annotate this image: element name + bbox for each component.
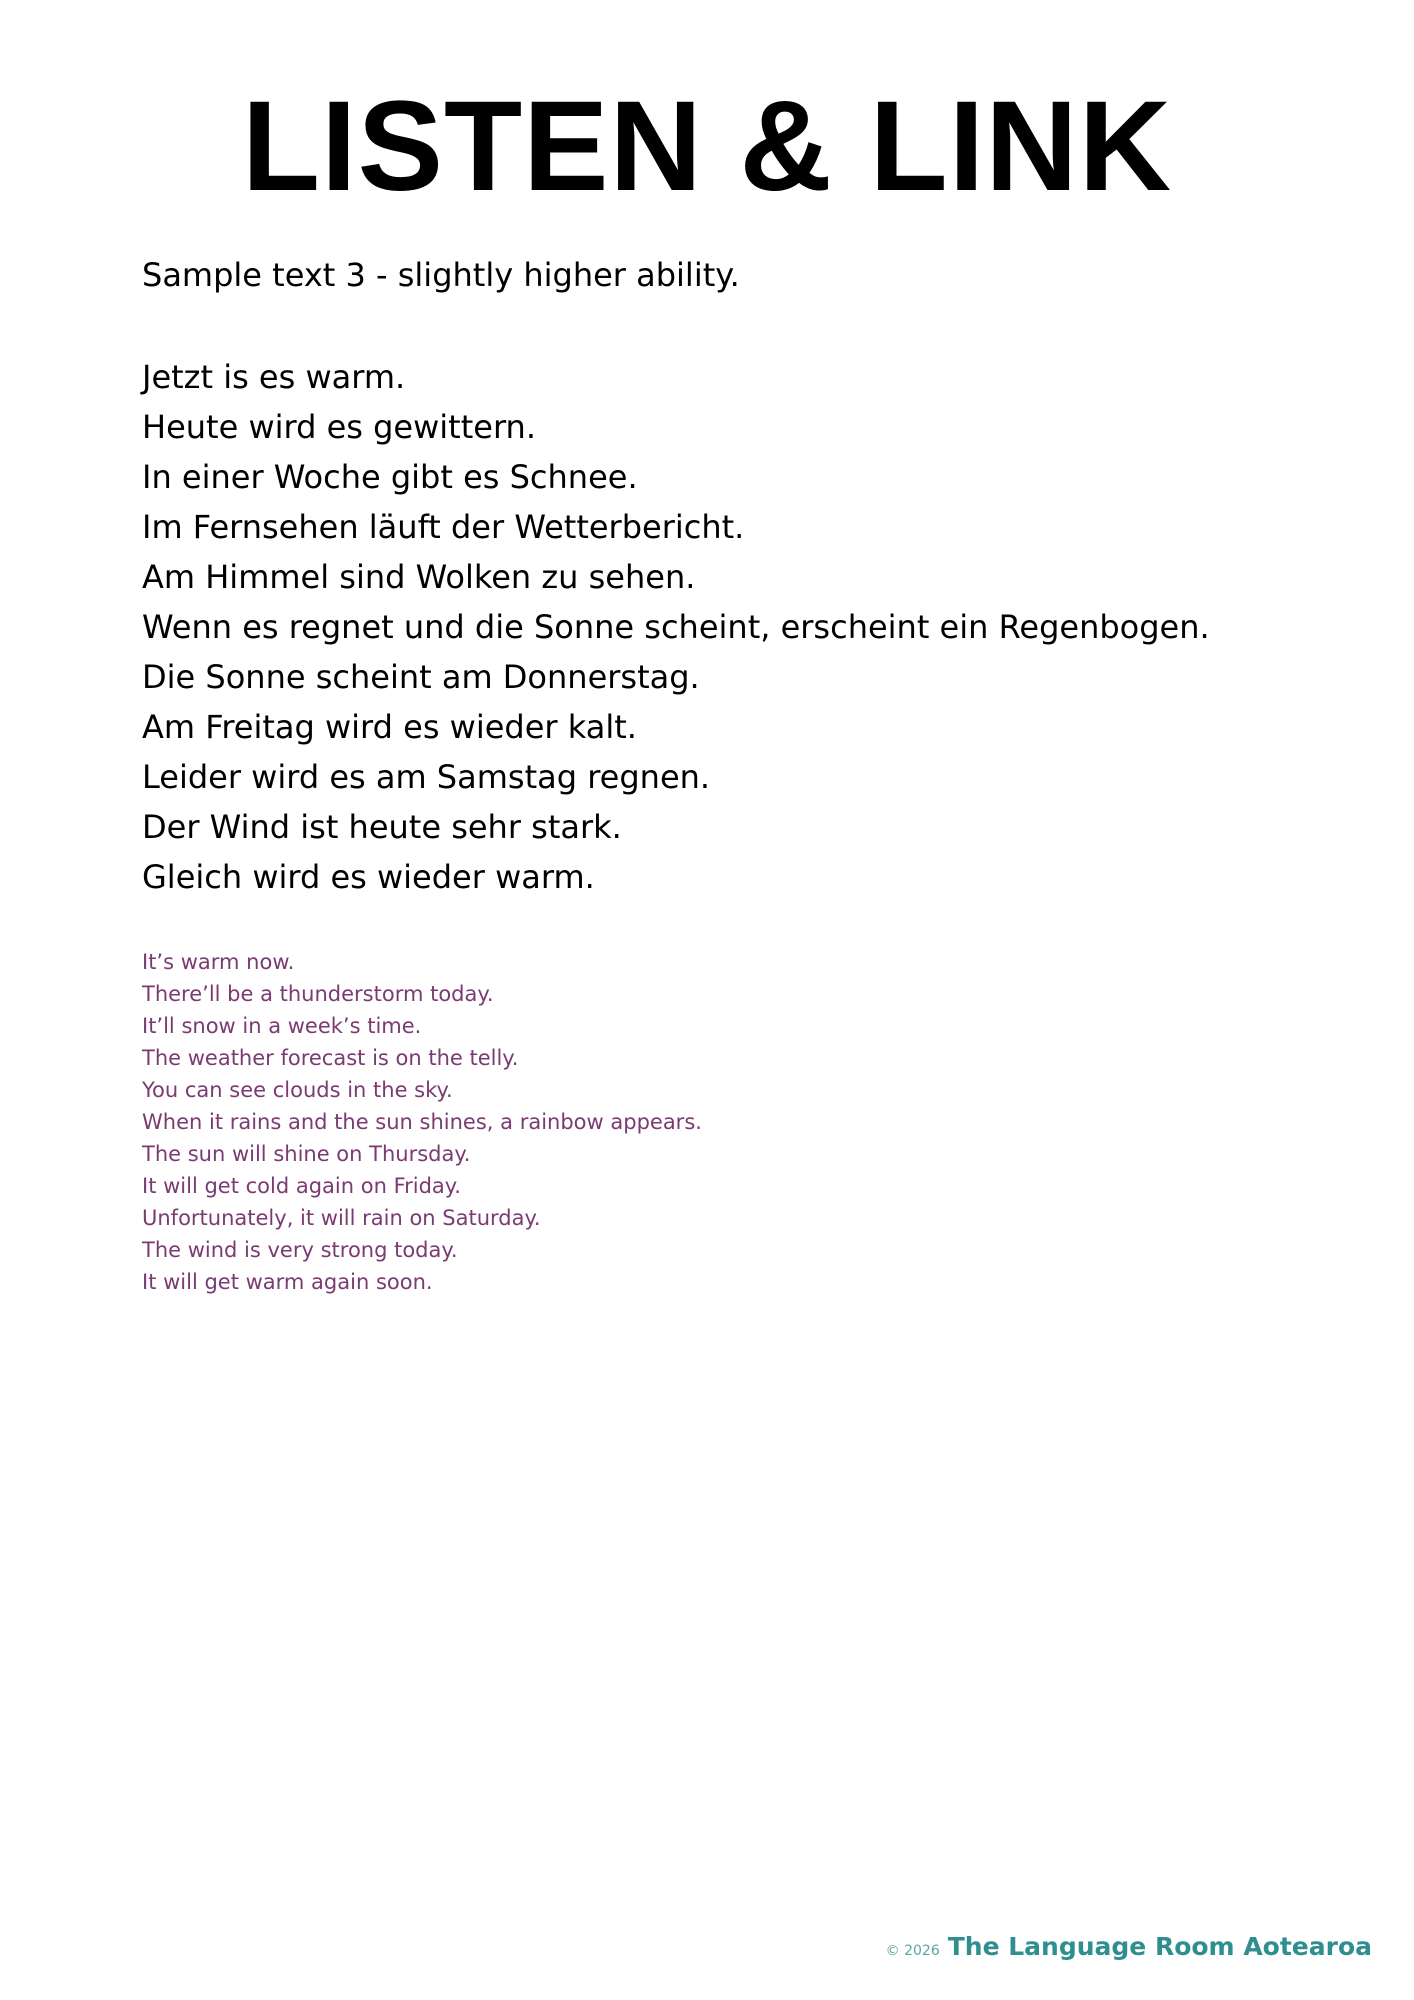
footer xyxy=(886,1932,1372,1961)
english-translation: You can see clouds in the sky. xyxy=(142,1078,453,1102)
german-sentence: Die Sonne scheint am Donnerstag. xyxy=(142,658,700,696)
german-sentence-list xyxy=(142,352,1210,902)
english-translation-list xyxy=(142,946,702,1298)
german-sentence: Am Himmel sind Wolken zu sehen. xyxy=(142,558,696,596)
german-sentence: Leider wird es am Samstag regnen. xyxy=(142,758,711,796)
english-translation: There’ll be a thunderstorm today. xyxy=(142,982,494,1006)
german-sentence: Im Fernsehen läuft der Wetterbericht. xyxy=(142,508,745,546)
brand-name: The Language Room Aotearoa xyxy=(947,1932,1372,1961)
english-translation: It will get cold again on Friday. xyxy=(142,1174,461,1198)
german-sentence: In einer Woche gibt es Schnee. xyxy=(142,458,638,496)
english-translation: The weather forecast is on the telly. xyxy=(142,1046,519,1070)
english-translation: The wind is very strong today. xyxy=(142,1238,458,1262)
english-translation: It’s warm now. xyxy=(142,950,295,974)
intro-text: Sample text 3 - slightly higher ability. xyxy=(142,256,740,294)
page-title: LISTEN & LINK xyxy=(241,75,1173,218)
english-translation: It will get warm again soon. xyxy=(142,1270,433,1294)
german-sentence: Gleich wird es wieder warm. xyxy=(142,858,595,896)
german-sentence: Der Wind ist heute sehr stark. xyxy=(142,808,622,846)
english-translation: Unfortunately, it will rain on Saturday. xyxy=(142,1206,541,1230)
english-translation: The sun will shine on Thursday. xyxy=(142,1142,471,1166)
english-translation: It’ll snow in a week’s time. xyxy=(142,1014,422,1038)
german-sentence: Jetzt is es warm. xyxy=(142,358,406,396)
german-sentence: Wenn es regnet und die Sonne scheint, erscheint ein Regenbogen. xyxy=(142,608,1210,646)
english-translation: When it rains and the sun shines, a rainbow appears. xyxy=(142,1110,702,1134)
copyright-notice: © 2026 xyxy=(885,1943,940,1959)
german-sentence: Heute wird es gewittern. xyxy=(142,408,536,446)
german-sentence: Am Freitag wird es wieder kalt. xyxy=(142,708,637,746)
